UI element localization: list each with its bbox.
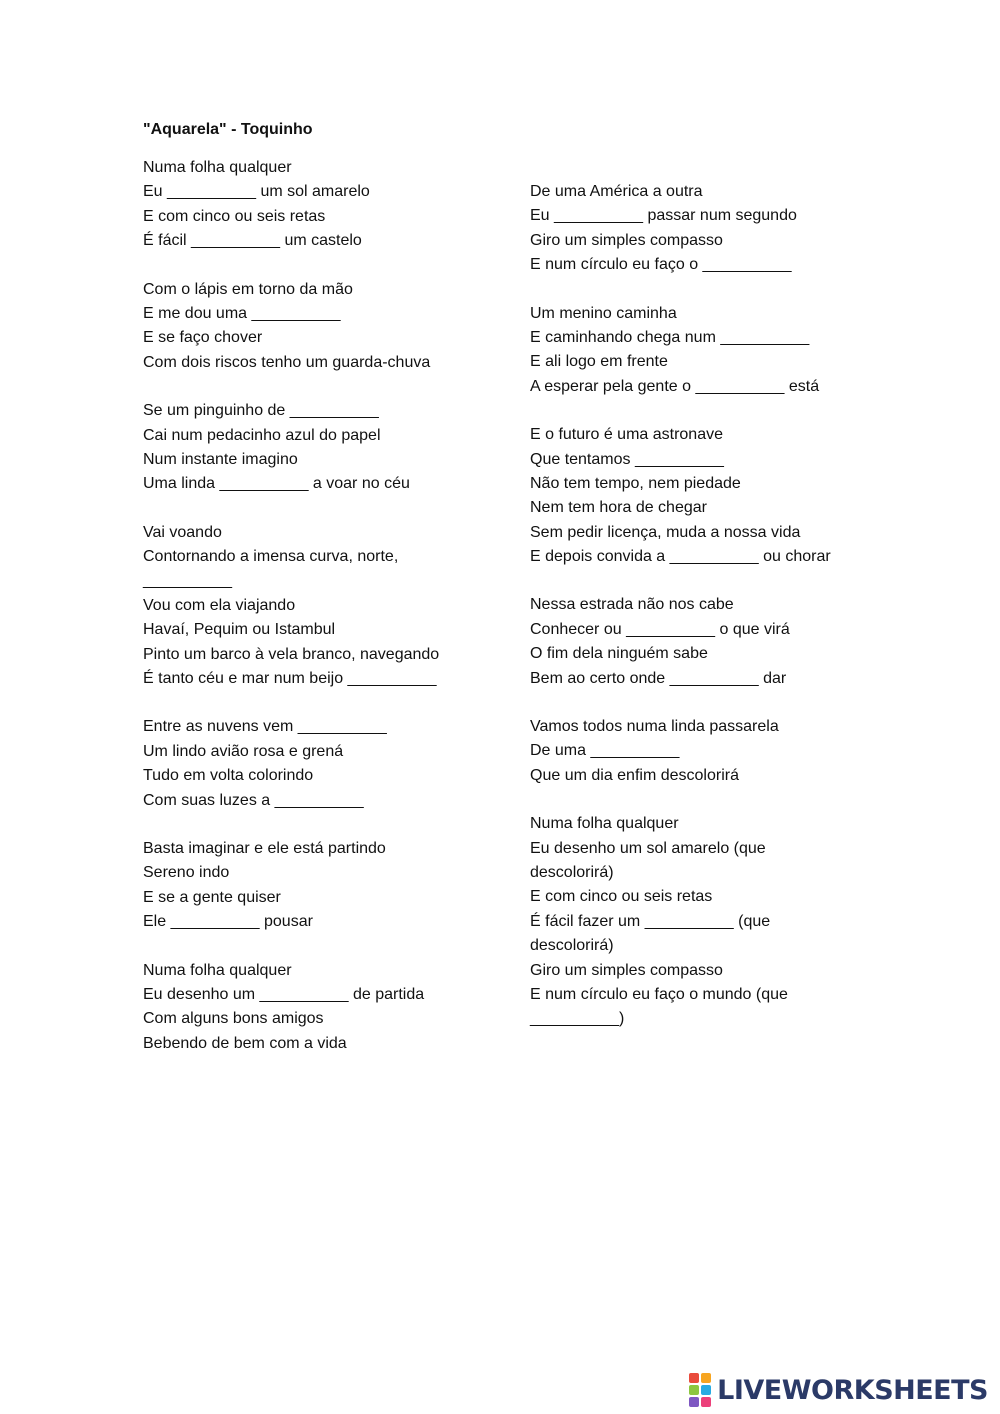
stanza xyxy=(143,837,523,935)
lyric-line: É fácil fazer um __________ (que xyxy=(530,912,771,930)
lyric-line: descolorirá) xyxy=(530,937,614,955)
lyric-line: De uma América a outra xyxy=(530,183,703,200)
lyric-line: Bebendo de bem com a vida xyxy=(143,1034,347,1052)
lyric-line: E caminhando chega num __________ xyxy=(530,328,810,346)
lyric-line: Uma linda __________ a voar no céu xyxy=(143,475,410,493)
song-title: "Aquarela" - Toquinho xyxy=(143,121,313,138)
lyric-line: Nessa estrada não nos cabe xyxy=(530,596,734,614)
lyric-line: Que um dia enfim descolorirá xyxy=(530,766,739,784)
lyric-line: Nem tem hora de chegar xyxy=(530,499,707,517)
lyric-line: E num círculo eu faço o mundo (que xyxy=(530,985,788,1003)
lyric-line: O fim dela ninguém sabe xyxy=(530,645,708,663)
lyric-line: É fácil __________ um castelo xyxy=(143,232,362,250)
lyric-line: E num círculo eu faço o __________ xyxy=(530,256,792,274)
lyric-line: Com suas luzes a __________ xyxy=(143,791,364,809)
lyric-line: Vamos todos numa linda passarela xyxy=(530,718,779,736)
lyric-line: E com cinco ou seis retas xyxy=(530,888,713,906)
lyric-line: Cai num pedacinho azul do papel xyxy=(143,426,381,444)
liveworksheets-logo xyxy=(689,1374,988,1406)
stanza xyxy=(530,812,870,1032)
lyrics-left-column xyxy=(143,156,523,1080)
logo-tile xyxy=(701,1373,711,1383)
stanza xyxy=(530,715,870,788)
logo-tiles-icon xyxy=(689,1373,711,1407)
lyric-line: E ali logo em frente xyxy=(530,353,668,371)
lyric-line: Giro um simples compasso xyxy=(530,961,723,979)
logo-tile xyxy=(689,1373,699,1383)
lyric-line: Eu desenho um sol amarelo (que xyxy=(530,839,766,857)
lyric-line: Conhecer ou __________ o que virá xyxy=(530,620,790,638)
stanza xyxy=(530,593,870,691)
lyric-line: E se faço chover xyxy=(143,329,263,347)
lyric-line: Tudo em volta colorindo xyxy=(143,767,314,785)
stanza xyxy=(530,180,870,278)
lyric-line: __________) xyxy=(530,1010,625,1028)
stanza xyxy=(143,278,523,376)
lyric-line: Com o lápis em torno da mão xyxy=(143,280,353,298)
lyric-line: Com dois riscos tenho um guarda-chuva xyxy=(143,353,431,371)
lyric-line: Basta imaginar e ele está partindo xyxy=(143,839,386,857)
stanza xyxy=(143,715,523,813)
lyric-line: Não tem tempo, nem piedade xyxy=(530,474,741,492)
lyric-line: É tanto céu e mar num beijo __________ xyxy=(143,670,437,688)
lyric-line: Um lindo avião rosa e grená xyxy=(143,742,344,760)
logo-tile xyxy=(701,1397,711,1407)
lyric-line: Contornando a imensa curva, norte, xyxy=(143,548,399,566)
lyric-line: Se um pinguinho de __________ xyxy=(143,402,379,420)
lyrics-right-column xyxy=(530,180,870,1056)
lyric-line: Numa folha qualquer xyxy=(143,159,292,176)
stanza xyxy=(143,399,523,497)
lyric-line: A esperar pela gente o __________ está xyxy=(530,377,820,395)
lyric-line: descolorirá) xyxy=(530,863,614,881)
lyric-line: Eu __________ um sol amarelo xyxy=(143,183,370,201)
lyric-line: Havaí, Pequim ou Istambul xyxy=(143,621,336,639)
logo-tile xyxy=(689,1397,699,1407)
lyric-line: Numa folha qualquer xyxy=(143,961,292,979)
logo-tile xyxy=(701,1385,711,1395)
lyric-line: Que tentamos __________ xyxy=(530,450,724,468)
stanza xyxy=(143,156,523,254)
lyric-line: Sem pedir licença, muda a nossa vida xyxy=(530,523,801,541)
lyric-line: E o futuro é uma astronave xyxy=(530,426,723,444)
lyric-line: Bem ao certo onde __________ dar xyxy=(530,669,787,687)
lyric-line: E se a gente quiser xyxy=(143,888,281,906)
logo-tile xyxy=(689,1385,699,1395)
stanza xyxy=(143,521,523,692)
lyric-line: De uma __________ xyxy=(530,742,680,760)
lyric-line: Entre as nuvens vem __________ xyxy=(143,718,387,736)
lyric-line: E depois convida a __________ ou chorar xyxy=(530,548,831,566)
lyric-line: Giro um simples compasso xyxy=(530,231,723,249)
lyric-line: __________ xyxy=(143,572,232,590)
stanza xyxy=(530,302,870,400)
lyric-line: Ele __________ pousar xyxy=(143,913,313,931)
lyric-line: E me dou uma __________ xyxy=(143,304,341,322)
lyric-line: Com alguns bons amigos xyxy=(143,1010,324,1028)
lyric-line: Eu desenho um __________ de partida xyxy=(143,985,425,1003)
lyric-line: Numa folha qualquer xyxy=(530,815,679,833)
logo-text: LIVEWORKSHEETS xyxy=(717,1374,988,1406)
lyric-line: Sereno indo xyxy=(143,864,230,882)
lyric-line: Um menino caminha xyxy=(530,304,677,322)
lyric-line: Vai voando xyxy=(143,523,222,541)
lyric-line: Vou com ela viajando xyxy=(143,596,296,614)
stanza xyxy=(143,959,523,1057)
lyric-line: E com cinco ou seis retas xyxy=(143,207,326,225)
lyric-line: Num instante imagino xyxy=(143,450,298,468)
stanza xyxy=(530,423,870,569)
lyric-line: Pinto um barco à vela branco, navegando xyxy=(143,645,440,663)
lyric-line: Eu __________ passar num segundo xyxy=(530,207,797,225)
